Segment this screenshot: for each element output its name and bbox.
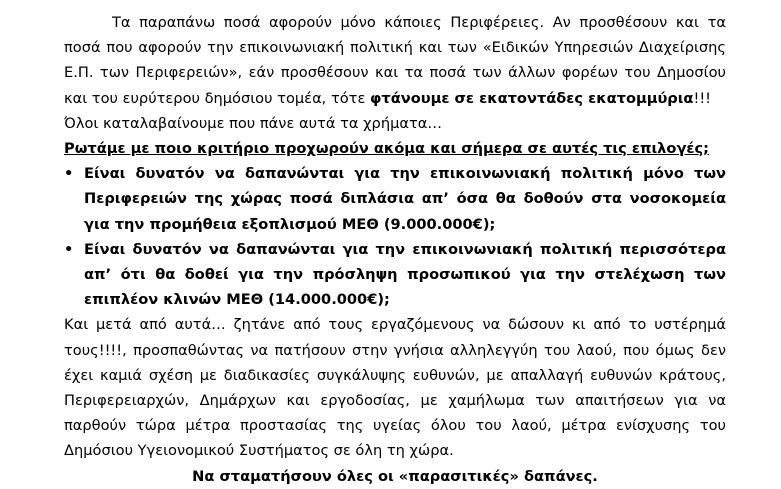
bullet-item-text: Είναι δυνατόν να δαπανώνται για την επικοινωνιακή πολιτική μόνο των Περιφερειών της χώρας ποσά διπλάσια απ’ όσα θα δοθούν στα νοσοκομεία για την προμήθεια εξοπλισμού ΜΕΘ (9.000.000€); — [84, 165, 726, 233]
bullet-icon: • — [64, 165, 74, 183]
paragraph-money-line: Όλοι καταλαβαίνουμε που πάνε αυτά τα χρήματα… — [64, 114, 442, 132]
paragraph-amounts-exclamation: !!! — [693, 89, 712, 107]
bullet-icon: • — [64, 240, 74, 258]
closing-statement: Να σταματήσουν όλες οι «παρασιτικές» δαπάνες. — [192, 467, 598, 485]
bullet-item-text: Είναι δυνατόν να δαπανώνται για την επικοινωνιακή πολιτική περισσότερα απ’ ότι θα δοθεί για την πρόσληψη προσωπικού για την στελέχωση των επιπλέον κλινών ΜΕΘ (14.000.000€); — [84, 240, 726, 309]
bullet-item — [64, 237, 726, 313]
bullet-list — [64, 161, 726, 312]
paragraph-amounts — [64, 10, 726, 111]
bullet-item — [64, 161, 726, 237]
question-heading: Ρωτάμε με ποιο κριτήριο προχωρούν ακόμα και σήμερα σε αυτές τις επιλογές; — [64, 140, 709, 158]
paragraph-workers: Και μετά από αυτά… ζητάνε από τους εργαζόμενους να δώσουν κι από το υστέρημά τους!!!!, προσπαθώντας να πατήσουν στην γνήσια αλληλεγγύη του λαού, που όμως δεν έχει καμιά σχέση με διαδικασίες συγκάλυψης ευθυνών, με απαλλαγή ευθυνών κράτους, Περιφερειαρχών, Δημάρχων και εργοδοσίας, με χαμήλωμα των απαιτήσεων για να παρθούν τώρα μέτρα προστασίας της υγείας όλου του λαού, μέτρα ενίσχυσης του Δημόσιου Υγειονομικού Συστήματος σε όλη τη χώρα. — [64, 316, 726, 460]
paragraph-amounts-emphasis: φτάνουμε σε εκατοντάδες εκατομμύρια — [370, 89, 694, 107]
paragraph-amounts-text: Τα παραπάνω ποσά αφορούν μόνο κάποιες Περιφέρειες. Αν προσθέσουν και τα ποσά που αφορούν την επικοινωνιακή πολιτική και των «Ειδικών Υπηρεσιών Διαχείρισης Ε.Π. των Περιφερειών», εάν προσθέσουν και τα ποσά των άλλων φορέων του Δημοσίου και του ευρύτερου δημόσιου τομέα, τότε — [64, 14, 726, 107]
